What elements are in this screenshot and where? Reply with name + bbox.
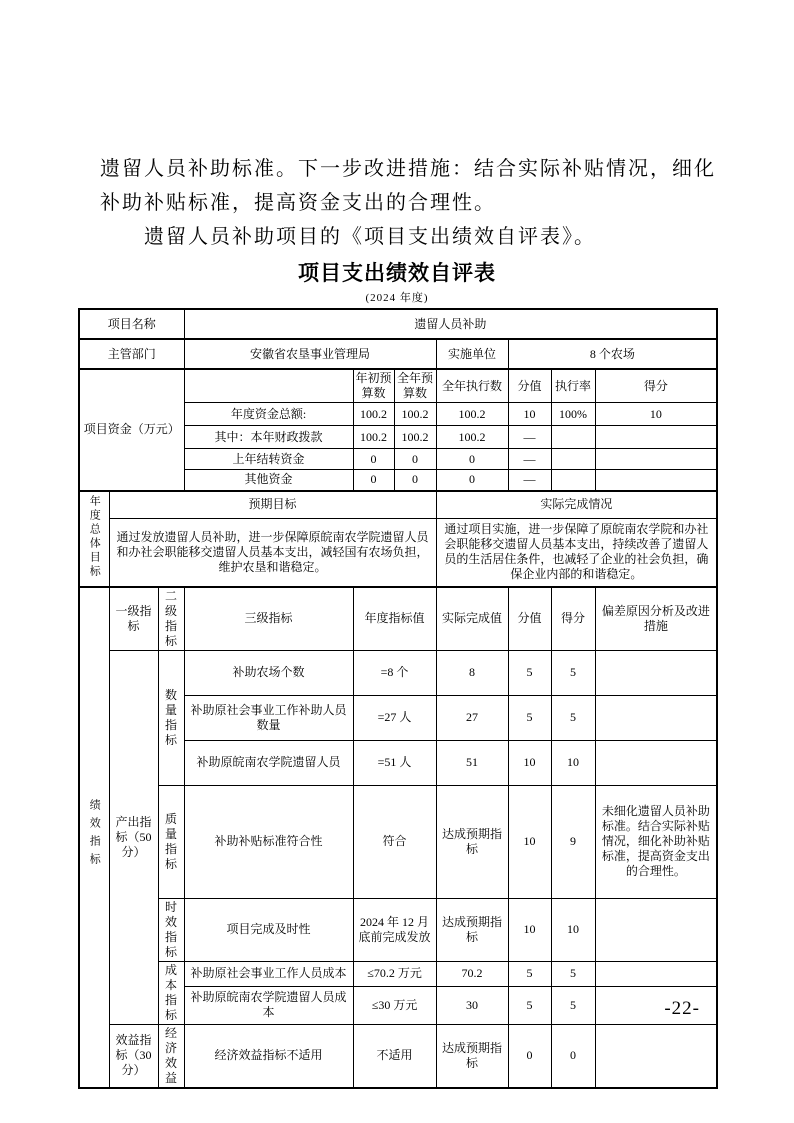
indicator-name-cell: 补助农场个数	[184, 650, 353, 695]
indicator-target-cell: =27 人	[353, 695, 436, 740]
funding-score-cell	[595, 470, 717, 491]
funding-weight-cell: 10	[508, 403, 551, 426]
funding-weight-cell: —	[508, 426, 551, 449]
funding-row-name-cell: 其中：本年财政拨款	[184, 426, 353, 449]
funding-weight-cell: —	[508, 449, 551, 470]
indicator-target-cell: =51 人	[353, 740, 436, 785]
level2-economic-cell: 经济效益	[158, 1024, 184, 1088]
indicator-actual-cell: 达成预期指标	[436, 785, 508, 898]
indicator-score-cell: 10	[551, 898, 595, 961]
indicator-name-cell: 项目完成及时性	[184, 898, 353, 961]
actual-goal-text-cell: 通过项目实施，进一步保障了原皖南农学院和办社会职能移交遗留人员基本支出，持续改善了遗留人员的生活居住条件，也减轻了企业的社会负担，确保企业内部的和谐稳定。	[436, 519, 717, 587]
funding-rate-cell	[551, 470, 595, 491]
level1-benefit-cell: 效益指标（30 分）	[109, 1024, 158, 1088]
project-name-label-cell: 项目名称	[79, 309, 184, 339]
indicator-score-cell: 10	[551, 740, 595, 785]
page-subtitle: (2024 年度)	[365, 292, 429, 304]
dept-value-cell: 安徽省农垦事业管理局	[184, 339, 436, 369]
page-title: 项目支出绩效自评表	[298, 262, 496, 285]
funding-rate-cell	[551, 449, 595, 470]
self-eval-table	[78, 308, 718, 1089]
indicator-score-cell: 5	[551, 961, 595, 987]
indicator-weight-cell: 0	[508, 1024, 551, 1088]
col-header-level1: 一级指标	[109, 587, 158, 651]
funding-begin-cell: 0	[353, 449, 394, 470]
indicator-name-cell: 经济效益指标不适用	[184, 1024, 353, 1088]
indicator-score-cell: 9	[551, 785, 595, 898]
indicator-actual-cell: 51	[436, 740, 508, 785]
body-paragraph	[100, 152, 718, 254]
funding-full-cell: 0	[394, 470, 436, 491]
indicator-deviation-cell	[595, 740, 717, 785]
funding-score-cell	[595, 449, 717, 470]
funding-begin-cell: 100.2	[353, 426, 394, 449]
funding-label-cell: 项目资金（万元）	[79, 369, 184, 491]
funding-full-cell: 100.2	[394, 403, 436, 426]
indicator-weight-cell: 10	[508, 740, 551, 785]
indicator-actual-cell: 27	[436, 695, 508, 740]
indicator-target-cell: ≤70.2 万元	[353, 961, 436, 987]
paragraph-line: 遗留人员补助项目的《项目支出绩效自评表》。	[144, 226, 596, 248]
project-name-value-cell: 遗留人员补助	[184, 309, 717, 339]
indicator-name-cell: 补助原皖南农学院遗留人员成本	[184, 987, 353, 1024]
indicator-weight-cell: 10	[508, 898, 551, 961]
col-header-deviation: 偏差原因分析及改进措施	[595, 587, 717, 651]
indicator-actual-cell: 达成预期指标	[436, 1024, 508, 1088]
level2-cost-cell: 成本指标	[158, 961, 184, 1024]
col-header-executed: 全年执行数	[436, 369, 508, 403]
indicator-actual-cell: 70.2	[436, 961, 508, 987]
indicator-name-cell: 补助补贴标准符合性	[184, 785, 353, 898]
col-header-target: 年度指标值	[353, 587, 436, 651]
funding-blank-cell	[184, 369, 353, 403]
indicator-deviation-cell	[595, 1024, 717, 1088]
col-header-actual: 实际完成值	[436, 587, 508, 651]
funding-full-cell: 100.2	[394, 426, 436, 449]
indicator-weight-cell: 5	[508, 961, 551, 987]
actual-goal-header-cell: 实际完成情况	[436, 491, 717, 519]
indicator-deviation-cell	[595, 695, 717, 740]
indicator-actual-cell: 达成预期指标	[436, 898, 508, 961]
col-header-begin-budget: 年初预算数	[353, 369, 394, 403]
indicator-score-cell: 0	[551, 1024, 595, 1088]
annual-goal-side-label: 年度总体目标	[88, 494, 101, 579]
indicator-name-cell: 补助原社会事业工作人员成本	[184, 961, 353, 987]
indicator-score-cell: 5	[551, 695, 595, 740]
funding-full-cell: 0	[394, 449, 436, 470]
funding-row-name-cell: 上年结转资金	[184, 449, 353, 470]
col-header-weight: 分值	[508, 587, 551, 651]
indicator-weight-cell: 10	[508, 785, 551, 898]
page-number: -22-	[664, 998, 700, 1019]
indicator-deviation-cell: 未细化遗留人员补助标准。结合实际补贴情况，细化补助补贴标准，提高资金支出的合理性。	[595, 785, 717, 898]
funding-begin-cell: 100.2	[353, 403, 394, 426]
paragraph-line: 补助补贴标准，提高资金支出的合理性。	[100, 192, 496, 214]
col-header-score: 得分	[551, 587, 595, 651]
col-header-weight: 分值	[508, 369, 551, 403]
indicator-weight-cell: 5	[508, 987, 551, 1024]
indicator-target-cell: 不适用	[353, 1024, 436, 1088]
indicator-weight-cell: 5	[508, 650, 551, 695]
funding-score-cell	[595, 426, 717, 449]
funding-exec-cell: 100.2	[436, 426, 508, 449]
funding-exec-cell: 0	[436, 470, 508, 491]
indicator-target-cell: 2024 年 12 月底前完成发放	[353, 898, 436, 961]
indicator-actual-cell: 30	[436, 987, 508, 1024]
level2-time-cell: 时效指标	[158, 898, 184, 961]
funding-begin-cell: 0	[353, 470, 394, 491]
funding-row-name-cell: 年度资金总额:	[184, 403, 353, 426]
funding-row-name-cell: 其他资金	[184, 470, 353, 491]
expected-goal-text-cell: 通过发放遗留人员补助，进一步保障原皖南农学院遗留人员和办社会职能移交遗留人员基本支出，减轻国有农场负担，维护农垦和谐稳定。	[109, 519, 436, 587]
indicator-actual-cell: 8	[436, 650, 508, 695]
dept-label-cell: 主管部门	[79, 339, 184, 369]
indicator-target-cell: 符合	[353, 785, 436, 898]
level2-quality-cell: 质量指标	[158, 785, 184, 898]
col-header-score: 得分	[595, 369, 717, 403]
indicators-side-label-cell	[79, 587, 109, 1088]
funding-rate-cell: 100%	[551, 403, 595, 426]
indicator-weight-cell: 5	[508, 695, 551, 740]
indicator-deviation-cell	[595, 898, 717, 961]
funding-exec-cell: 0	[436, 449, 508, 470]
indicator-name-cell: 补助原社会事业工作补助人员数量	[184, 695, 353, 740]
annual-goal-side-label-cell	[79, 491, 109, 587]
expected-goal-header-cell: 预期目标	[109, 491, 436, 519]
funding-exec-cell: 100.2	[436, 403, 508, 426]
col-header-full-budget: 全年预算数	[394, 369, 436, 403]
impl-unit-label-cell: 实施单位	[436, 339, 508, 369]
level1-output-cell: 产出指标（50 分）	[109, 650, 158, 1024]
funding-weight-cell: —	[508, 470, 551, 491]
funding-score-cell: 10	[595, 403, 717, 426]
indicator-score-cell: 5	[551, 650, 595, 695]
indicator-score-cell: 5	[551, 987, 595, 1024]
col-header-exec-rate: 执行率	[551, 369, 595, 403]
impl-unit-value-cell: 8 个农场	[508, 339, 717, 369]
indicators-side-label: 绩效指标	[88, 799, 101, 871]
indicator-deviation-cell	[595, 961, 717, 987]
col-header-level3: 三级指标	[184, 587, 353, 651]
col-header-level2: 二级指标	[158, 587, 184, 651]
indicator-target-cell: =8 个	[353, 650, 436, 695]
funding-rate-cell	[551, 426, 595, 449]
paragraph-line: 遗留人员补助标准。下一步改进措施：结合实际补贴情况，细化	[100, 158, 716, 180]
level2-quantity-cell: 数量指标	[158, 650, 184, 785]
indicator-name-cell: 补助原皖南农学院遗留人员	[184, 740, 353, 785]
indicator-target-cell: ≤30 万元	[353, 987, 436, 1024]
indicator-deviation-cell	[595, 650, 717, 695]
